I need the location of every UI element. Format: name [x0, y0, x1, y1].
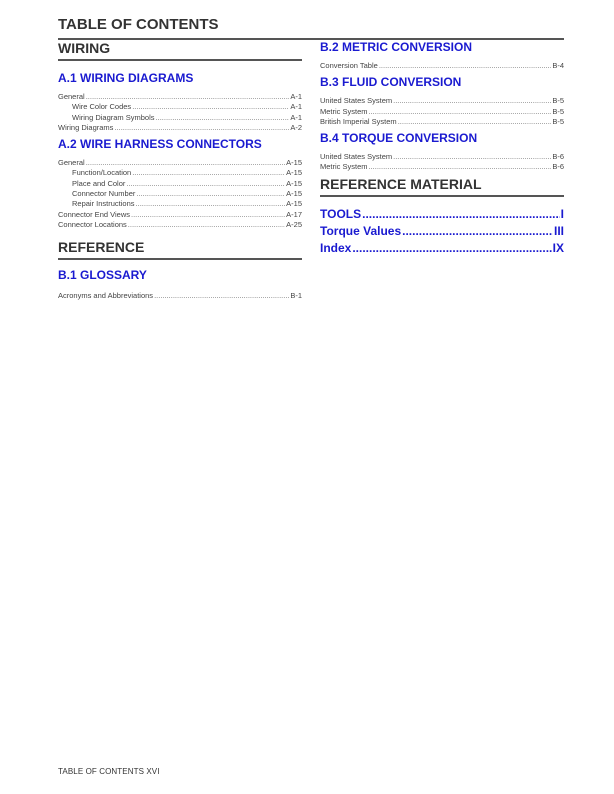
- leader-dots: [369, 107, 552, 117]
- leader-dots: [128, 220, 285, 230]
- toc-entry-page: A-15: [286, 189, 302, 199]
- toc-entry-label: Metric System: [320, 106, 368, 116]
- leader-dots: [154, 291, 289, 301]
- toc-entry[interactable]: [320, 117, 564, 127]
- toc-entry[interactable]: [320, 96, 564, 106]
- reference-material-list: [320, 206, 564, 257]
- toc-entry-label: Connector Number: [72, 189, 136, 199]
- leader-dots: [86, 92, 290, 102]
- toc-entry[interactable]: [58, 220, 302, 230]
- toc-entry-page: IX: [552, 240, 564, 255]
- toc-entry-page: B-6: [552, 162, 564, 172]
- toc-entry-label: Connector End Views: [58, 209, 130, 219]
- toc-entry[interactable]: [58, 210, 302, 220]
- toc-entry-label: Index: [320, 240, 352, 255]
- toc-entry-page: B-5: [552, 96, 564, 106]
- toc-entry[interactable]: [58, 189, 302, 199]
- subsection-title-b1[interactable]: B.1 GLOSSARY: [58, 268, 147, 283]
- toc-entry-page: B-4: [552, 61, 564, 70]
- toc-entry-index[interactable]: [320, 240, 564, 257]
- toc-entry-page: B-1: [290, 291, 302, 301]
- leader-dots: [393, 96, 551, 106]
- section-title-reference-material: REFERENCE MATERIAL: [320, 176, 564, 197]
- section-title-reference: REFERENCE: [58, 239, 302, 260]
- toc-entry-label: Repair Instructions: [72, 199, 135, 209]
- toc-entry-page: B-5: [552, 116, 564, 126]
- a2-entry-list: [58, 158, 302, 230]
- toc-entry[interactable]: [58, 123, 302, 133]
- toc-entry-label: Function/Location: [72, 168, 132, 178]
- section-title-wiring: WIRING: [58, 40, 302, 61]
- subsection-title-a2[interactable]: A.2 WIRE HARNESS CONNECTORS: [58, 137, 262, 152]
- toc-entry-label: Wiring Diagram Symbols: [72, 112, 155, 122]
- toc-entry-label: General: [58, 158, 85, 168]
- leader-dots: [132, 102, 289, 112]
- toc-entry-label: Connector Locations: [58, 219, 127, 229]
- page-footer: TABLE OF CONTENTS XVI: [58, 767, 160, 776]
- b3-entry-list: [320, 96, 564, 127]
- toc-entry[interactable]: [58, 199, 302, 209]
- toc-entry[interactable]: [58, 291, 302, 301]
- leader-dots: [398, 117, 552, 127]
- a1-entry-list: [58, 92, 302, 133]
- leader-dots: [352, 240, 551, 257]
- toc-entry[interactable]: [58, 168, 302, 178]
- subsection-title-b3[interactable]: B.3 FLUID CONVERSION: [320, 75, 462, 90]
- toc-entry-page: III: [553, 223, 564, 238]
- toc-entry-page: A-15: [286, 199, 302, 209]
- leader-dots: [136, 189, 285, 199]
- leader-dots: [131, 210, 285, 220]
- leader-dots: [362, 206, 560, 223]
- toc-entry-page: B-5: [552, 106, 564, 116]
- b1-entry-list: [58, 291, 302, 301]
- left-column: [58, 40, 302, 302]
- leader-dots: [369, 162, 552, 172]
- toc-entry[interactable]: [58, 102, 302, 112]
- toc-entry-page: A-1: [290, 112, 302, 122]
- toc-entry-label: British Imperial System: [320, 116, 397, 126]
- leader-dots: [379, 61, 552, 71]
- toc-entry[interactable]: [320, 152, 564, 162]
- toc-entry-label: Wire Color Codes: [72, 102, 132, 112]
- page-title: TABLE OF CONTENTS: [58, 16, 564, 40]
- toc-entry-page: A-25: [286, 219, 302, 229]
- toc-entry-label: Acronyms and Abbreviations: [58, 291, 154, 301]
- toc-entry-label: General: [58, 92, 85, 101]
- subsection-title-b2[interactable]: B.2 METRIC CONVERSION: [320, 40, 473, 54]
- leader-dots: [393, 152, 551, 162]
- toc-entry-label: TOOLS: [320, 206, 362, 221]
- subsection-title-b4[interactable]: B.4 TORQUE CONVERSION: [320, 131, 478, 146]
- toc-entry[interactable]: [58, 113, 302, 123]
- toc-entry[interactable]: [58, 158, 302, 168]
- toc-entry-label: Metric System: [320, 162, 368, 172]
- toc-entry-page: A-1: [290, 92, 302, 101]
- leader-dots: [86, 158, 285, 168]
- toc-entry-page: A-2: [290, 122, 302, 132]
- leader-dots: [132, 168, 285, 178]
- toc-entry-label: Torque Values: [320, 223, 402, 238]
- toc-entry-page: A-15: [286, 168, 302, 178]
- right-column: [320, 40, 564, 257]
- toc-entry-tools[interactable]: [320, 206, 564, 223]
- toc-entry-page: B-6: [552, 152, 564, 162]
- toc-entry-label: Place and Color: [72, 178, 126, 188]
- toc-entry-label: Conversion Table: [320, 61, 378, 70]
- b2-entry-list: [320, 61, 564, 71]
- leader-dots: [156, 113, 290, 123]
- b4-entry-list: [320, 152, 564, 173]
- toc-entry-page: A-15: [286, 178, 302, 188]
- toc-entry-page: A-1: [290, 102, 302, 112]
- subsection-title-a1[interactable]: A.1 WIRING DIAGRAMS: [58, 71, 194, 85]
- toc-entry-page: A-17: [286, 209, 302, 219]
- toc-entry[interactable]: [320, 162, 564, 172]
- toc-entry-label: United States System: [320, 96, 393, 106]
- leader-dots: [114, 123, 289, 133]
- toc-entry-page: A-15: [286, 158, 302, 168]
- toc-entry-label: United States System: [320, 152, 393, 162]
- toc-entry[interactable]: [58, 92, 302, 102]
- toc-entry[interactable]: [58, 179, 302, 189]
- leader-dots: [402, 223, 553, 240]
- toc-entry-torque-values[interactable]: [320, 223, 564, 240]
- toc-entry[interactable]: [320, 107, 564, 117]
- toc-entry[interactable]: [320, 61, 564, 71]
- leader-dots: [126, 179, 285, 189]
- toc-entry-page: I: [560, 206, 564, 221]
- leader-dots: [136, 199, 286, 209]
- toc-entry-label: Wiring Diagrams: [58, 122, 114, 132]
